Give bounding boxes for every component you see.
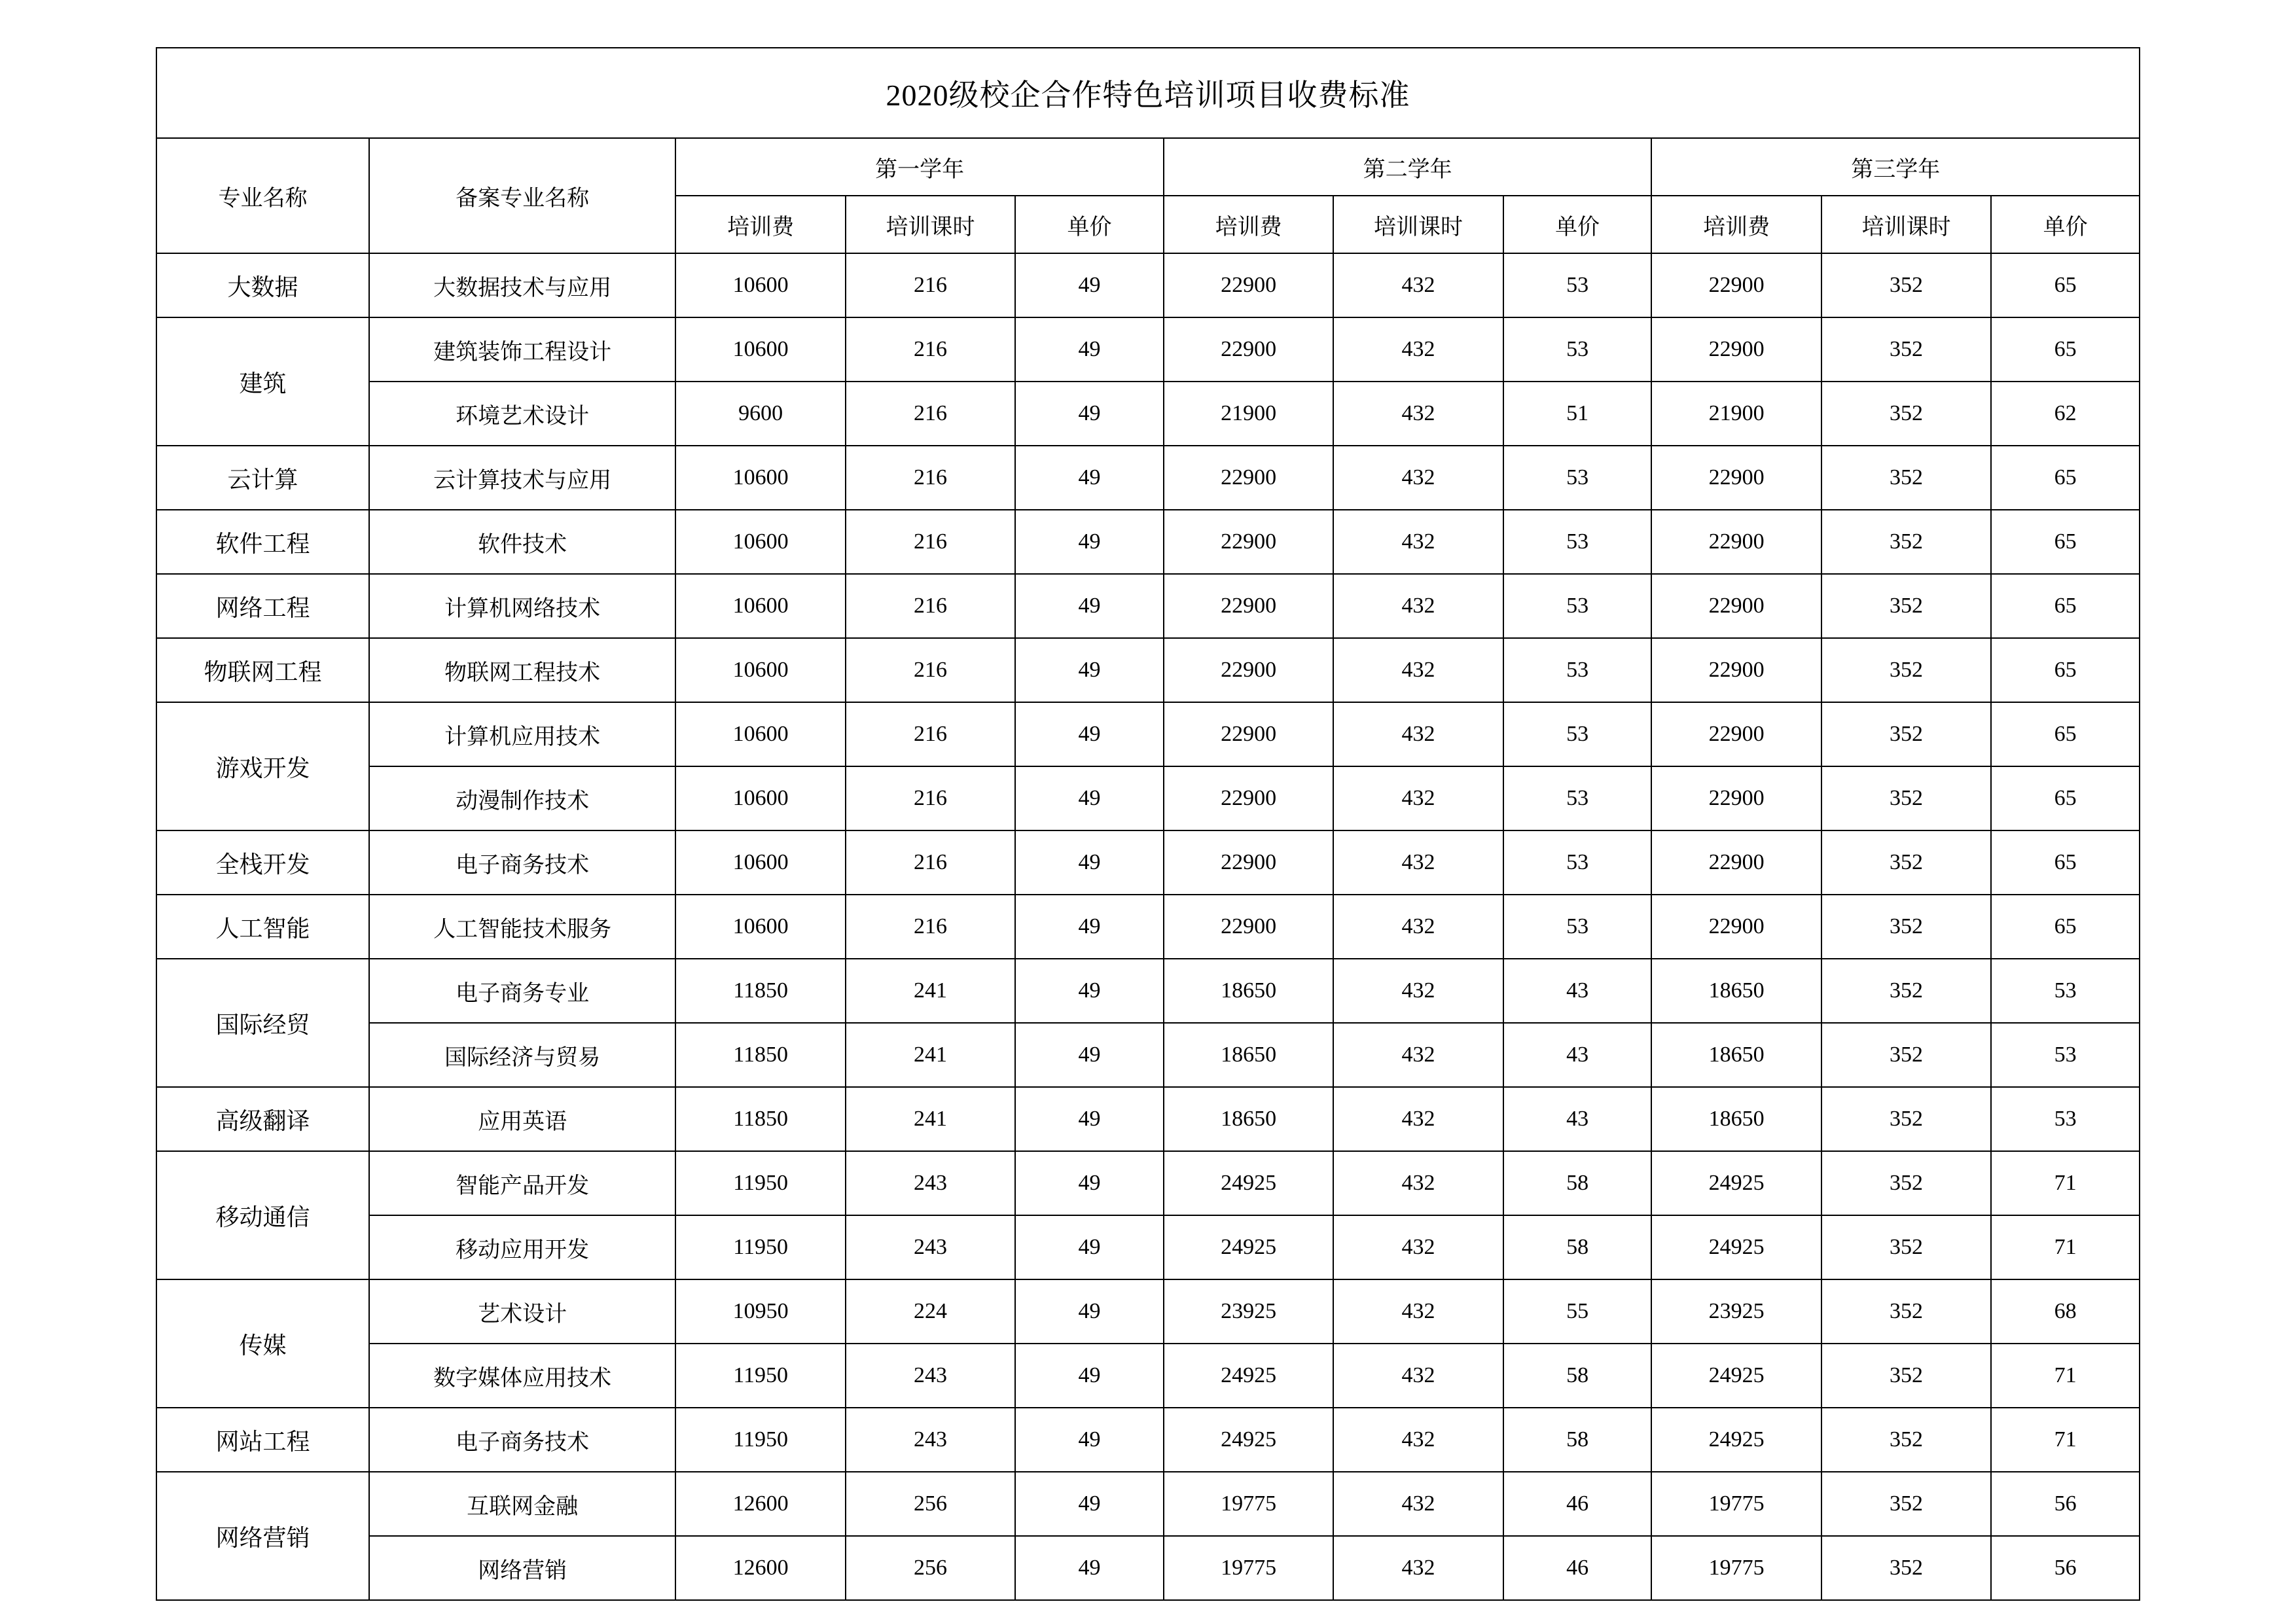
cell-y3-unit-price: 56 (1991, 1536, 2140, 1600)
table-row (156, 1151, 2140, 1215)
cell-y1-unit-price: 49 (1015, 702, 1164, 766)
cell-y1-training-fee: 11850 (675, 959, 845, 1023)
table-row (156, 1087, 2140, 1151)
cell-y2-training-hours: 432 (1333, 1087, 1503, 1151)
cell-y3-training-hours: 352 (1821, 382, 1991, 446)
cell-record-major-name: 环境艺术设计 (369, 382, 675, 446)
cell-y3-unit-price: 71 (1991, 1215, 2140, 1279)
cell-y2-training-hours: 432 (1333, 1344, 1503, 1408)
header-y1-training-fee: 培训费 (675, 196, 845, 253)
header-year-3: 第三学年 (1651, 138, 2140, 196)
cell-major-name: 建筑 (156, 317, 369, 446)
table-row (156, 1408, 2140, 1472)
cell-y1-training-hours: 216 (846, 382, 1015, 446)
cell-y1-unit-price: 49 (1015, 317, 1164, 382)
cell-y2-training-fee: 22900 (1164, 574, 1333, 638)
cell-y3-training-hours: 352 (1821, 702, 1991, 766)
cell-record-major-name: 数字媒体应用技术 (369, 1344, 675, 1408)
cell-y1-training-fee: 10600 (675, 766, 845, 830)
cell-y2-unit-price: 43 (1503, 959, 1652, 1023)
table-row (156, 1023, 2140, 1087)
cell-y2-training-fee: 22900 (1164, 446, 1333, 510)
cell-y2-training-fee: 18650 (1164, 1023, 1333, 1087)
cell-record-major-name: 建筑装饰工程设计 (369, 317, 675, 382)
cell-major-name: 网络工程 (156, 574, 369, 638)
cell-record-major-name: 计算机网络技术 (369, 574, 675, 638)
cell-y1-training-hours: 216 (846, 766, 1015, 830)
cell-y3-training-fee: 18650 (1651, 1087, 1821, 1151)
cell-y1-training-fee: 10600 (675, 830, 845, 895)
cell-y3-unit-price: 71 (1991, 1408, 2140, 1472)
cell-y1-training-hours: 224 (846, 1279, 1015, 1344)
table-row (156, 638, 2140, 702)
cell-y1-training-fee: 12600 (675, 1472, 845, 1536)
cell-y3-training-fee: 22900 (1651, 895, 1821, 959)
cell-y3-unit-price: 71 (1991, 1344, 2140, 1408)
table-row (156, 446, 2140, 510)
header-year-2: 第二学年 (1164, 138, 1652, 196)
cell-y3-training-hours: 352 (1821, 1023, 1991, 1087)
cell-y3-training-fee: 22900 (1651, 766, 1821, 830)
cell-y1-unit-price: 49 (1015, 574, 1164, 638)
cell-y3-training-fee: 22900 (1651, 702, 1821, 766)
cell-y1-training-hours: 241 (846, 1087, 1015, 1151)
cell-record-major-name: 移动应用开发 (369, 1215, 675, 1279)
cell-y1-unit-price: 49 (1015, 1023, 1164, 1087)
cell-y2-unit-price: 53 (1503, 702, 1652, 766)
cell-record-major-name: 艺术设计 (369, 1279, 675, 1344)
cell-y2-training-hours: 432 (1333, 253, 1503, 317)
cell-y1-unit-price: 49 (1015, 895, 1164, 959)
cell-y3-training-hours: 352 (1821, 1279, 1991, 1344)
cell-y3-training-fee: 24925 (1651, 1151, 1821, 1215)
cell-y2-training-hours: 432 (1333, 702, 1503, 766)
cell-major-name: 网站工程 (156, 1408, 369, 1472)
cell-y3-training-hours: 352 (1821, 1215, 1991, 1279)
cell-y2-training-fee: 19775 (1164, 1472, 1333, 1536)
header-year-1: 第一学年 (675, 138, 1164, 196)
cell-y1-unit-price: 49 (1015, 382, 1164, 446)
cell-y1-training-hours: 241 (846, 1023, 1015, 1087)
cell-y3-training-hours: 352 (1821, 1344, 1991, 1408)
fee-standard-table (156, 47, 2140, 1601)
cell-y3-training-hours: 352 (1821, 1151, 1991, 1215)
cell-y1-unit-price: 49 (1015, 638, 1164, 702)
cell-y3-unit-price: 71 (1991, 1151, 2140, 1215)
cell-y3-training-fee: 19775 (1651, 1536, 1821, 1600)
cell-y1-training-fee: 11850 (675, 1023, 845, 1087)
cell-record-major-name: 电子商务专业 (369, 959, 675, 1023)
cell-y3-training-fee: 24925 (1651, 1215, 1821, 1279)
cell-y2-training-hours: 432 (1333, 766, 1503, 830)
cell-y2-training-fee: 18650 (1164, 959, 1333, 1023)
table-row (156, 1536, 2140, 1600)
cell-y2-training-hours: 432 (1333, 1151, 1503, 1215)
table-row (156, 317, 2140, 382)
cell-y2-training-hours: 432 (1333, 446, 1503, 510)
cell-y3-training-hours: 352 (1821, 317, 1991, 382)
cell-y2-unit-price: 58 (1503, 1215, 1652, 1279)
cell-y3-unit-price: 65 (1991, 638, 2140, 702)
cell-y1-training-hours: 243 (846, 1344, 1015, 1408)
cell-y1-training-fee: 10600 (675, 510, 845, 574)
cell-major-name: 物联网工程 (156, 638, 369, 702)
cell-y3-training-fee: 24925 (1651, 1408, 1821, 1472)
cell-y1-training-hours: 216 (846, 702, 1015, 766)
header-major-name: 专业名称 (156, 138, 369, 253)
cell-y1-unit-price: 49 (1015, 766, 1164, 830)
fee-table-container (156, 47, 2140, 1601)
cell-y3-training-hours: 352 (1821, 574, 1991, 638)
cell-y2-training-fee: 24925 (1164, 1344, 1333, 1408)
cell-y1-training-hours: 243 (846, 1408, 1015, 1472)
cell-y3-training-fee: 22900 (1651, 317, 1821, 382)
cell-y1-training-hours: 216 (846, 638, 1015, 702)
header-y2-unit-price: 单价 (1503, 196, 1652, 253)
cell-major-name: 移动通信 (156, 1151, 369, 1279)
cell-y3-unit-price: 65 (1991, 895, 2140, 959)
cell-y2-unit-price: 53 (1503, 446, 1652, 510)
cell-record-major-name: 大数据技术与应用 (369, 253, 675, 317)
cell-y2-training-hours: 432 (1333, 1536, 1503, 1600)
cell-major-name: 云计算 (156, 446, 369, 510)
header-y2-training-fee: 培训费 (1164, 196, 1333, 253)
cell-major-name: 人工智能 (156, 895, 369, 959)
table-row (156, 382, 2140, 446)
cell-y3-training-hours: 352 (1821, 510, 1991, 574)
cell-y1-unit-price: 49 (1015, 253, 1164, 317)
table-row (156, 766, 2140, 830)
cell-y2-training-fee: 22900 (1164, 638, 1333, 702)
cell-y3-training-hours: 352 (1821, 1472, 1991, 1536)
cell-y1-training-fee: 12600 (675, 1536, 845, 1600)
cell-y2-unit-price: 46 (1503, 1472, 1652, 1536)
cell-major-name: 高级翻译 (156, 1087, 369, 1151)
cell-y3-unit-price: 65 (1991, 766, 2140, 830)
cell-y3-unit-price: 53 (1991, 1023, 2140, 1087)
cell-y2-training-fee: 18650 (1164, 1087, 1333, 1151)
cell-y3-unit-price: 65 (1991, 510, 2140, 574)
cell-record-major-name: 电子商务技术 (369, 830, 675, 895)
cell-y3-unit-price: 53 (1991, 1087, 2140, 1151)
cell-y2-training-hours: 432 (1333, 1472, 1503, 1536)
cell-record-major-name: 应用英语 (369, 1087, 675, 1151)
cell-record-major-name: 云计算技术与应用 (369, 446, 675, 510)
cell-y3-training-fee: 18650 (1651, 1023, 1821, 1087)
cell-y3-training-hours: 352 (1821, 830, 1991, 895)
cell-y1-unit-price: 49 (1015, 830, 1164, 895)
cell-y3-unit-price: 65 (1991, 446, 2140, 510)
cell-y1-training-fee: 10600 (675, 638, 845, 702)
cell-y2-training-hours: 432 (1333, 510, 1503, 574)
cell-y1-training-fee: 11950 (675, 1151, 845, 1215)
cell-y2-unit-price: 43 (1503, 1087, 1652, 1151)
cell-y1-unit-price: 49 (1015, 1472, 1164, 1536)
cell-y3-training-hours: 352 (1821, 1536, 1991, 1600)
cell-y1-unit-price: 49 (1015, 1279, 1164, 1344)
cell-y3-training-hours: 352 (1821, 1087, 1991, 1151)
cell-y3-training-hours: 352 (1821, 766, 1991, 830)
cell-y1-training-hours: 216 (846, 510, 1015, 574)
cell-record-major-name: 智能产品开发 (369, 1151, 675, 1215)
cell-y2-training-hours: 432 (1333, 574, 1503, 638)
cell-y3-training-hours: 352 (1821, 253, 1991, 317)
cell-y1-training-fee: 10600 (675, 574, 845, 638)
cell-y2-unit-price: 58 (1503, 1151, 1652, 1215)
cell-y3-unit-price: 56 (1991, 1472, 2140, 1536)
header-y3-training-hours: 培训课时 (1821, 196, 1991, 253)
cell-y1-training-fee: 9600 (675, 382, 845, 446)
cell-y3-unit-price: 65 (1991, 702, 2140, 766)
cell-major-name: 全栈开发 (156, 830, 369, 895)
cell-record-major-name: 计算机应用技术 (369, 702, 675, 766)
header-y3-training-fee: 培训费 (1651, 196, 1821, 253)
cell-y1-training-hours: 243 (846, 1151, 1015, 1215)
cell-y3-training-hours: 352 (1821, 959, 1991, 1023)
header-y3-unit-price: 单价 (1991, 196, 2140, 253)
cell-y3-training-fee: 22900 (1651, 574, 1821, 638)
cell-y2-training-hours: 432 (1333, 638, 1503, 702)
cell-y3-training-fee: 24925 (1651, 1344, 1821, 1408)
cell-y2-training-hours: 432 (1333, 1279, 1503, 1344)
cell-y2-training-hours: 432 (1333, 959, 1503, 1023)
cell-y1-training-hours: 256 (846, 1472, 1015, 1536)
cell-y3-training-hours: 352 (1821, 446, 1991, 510)
cell-major-name: 软件工程 (156, 510, 369, 574)
cell-record-major-name: 动漫制作技术 (369, 766, 675, 830)
cell-y2-training-fee: 22900 (1164, 702, 1333, 766)
table-row (156, 1472, 2140, 1536)
cell-y3-training-fee: 22900 (1651, 446, 1821, 510)
cell-y1-training-fee: 10600 (675, 317, 845, 382)
cell-major-name: 网络营销 (156, 1472, 369, 1600)
cell-y2-unit-price: 43 (1503, 1023, 1652, 1087)
cell-major-name: 大数据 (156, 253, 369, 317)
cell-major-name: 游戏开发 (156, 702, 369, 830)
cell-record-major-name: 软件技术 (369, 510, 675, 574)
cell-y2-training-hours: 432 (1333, 1408, 1503, 1472)
cell-record-major-name: 电子商务技术 (369, 1408, 675, 1472)
cell-y3-unit-price: 65 (1991, 253, 2140, 317)
cell-y1-training-fee: 11950 (675, 1408, 845, 1472)
cell-y2-training-hours: 432 (1333, 1023, 1503, 1087)
cell-y3-training-fee: 18650 (1651, 959, 1821, 1023)
cell-y3-training-fee: 22900 (1651, 830, 1821, 895)
cell-y1-training-hours: 256 (846, 1536, 1015, 1600)
cell-y2-training-fee: 24925 (1164, 1151, 1333, 1215)
cell-y2-training-fee: 19775 (1164, 1536, 1333, 1600)
cell-y3-training-fee: 23925 (1651, 1279, 1821, 1344)
cell-y1-training-hours: 241 (846, 959, 1015, 1023)
cell-y2-training-fee: 22900 (1164, 766, 1333, 830)
table-row (156, 959, 2140, 1023)
header-record-major-name: 备案专业名称 (369, 138, 675, 253)
cell-record-major-name: 人工智能技术服务 (369, 895, 675, 959)
cell-y1-unit-price: 49 (1015, 1408, 1164, 1472)
cell-y2-training-hours: 432 (1333, 1215, 1503, 1279)
cell-y1-training-fee: 11850 (675, 1087, 845, 1151)
cell-y1-training-fee: 10600 (675, 702, 845, 766)
cell-y3-unit-price: 68 (1991, 1279, 2140, 1344)
cell-y2-training-hours: 432 (1333, 830, 1503, 895)
cell-y3-training-hours: 352 (1821, 638, 1991, 702)
page-title: 2020级校企合作特色培训项目收费标准 (156, 48, 2140, 138)
cell-y2-training-fee: 22900 (1164, 510, 1333, 574)
cell-y2-training-fee: 22900 (1164, 253, 1333, 317)
cell-y2-training-hours: 432 (1333, 895, 1503, 959)
cell-y2-unit-price: 55 (1503, 1279, 1652, 1344)
cell-y3-training-fee: 22900 (1651, 638, 1821, 702)
cell-y3-unit-price: 65 (1991, 574, 2140, 638)
table-title-row (156, 48, 2140, 138)
cell-y2-training-fee: 22900 (1164, 830, 1333, 895)
cell-y3-training-hours: 352 (1821, 895, 1991, 959)
cell-y3-training-fee: 21900 (1651, 382, 1821, 446)
cell-y2-training-fee: 24925 (1164, 1215, 1333, 1279)
cell-y3-training-fee: 22900 (1651, 253, 1821, 317)
cell-y1-unit-price: 49 (1015, 510, 1164, 574)
cell-major-name: 传媒 (156, 1279, 369, 1408)
cell-y2-training-fee: 21900 (1164, 382, 1333, 446)
cell-y1-training-hours: 216 (846, 446, 1015, 510)
cell-record-major-name: 物联网工程技术 (369, 638, 675, 702)
table-row (156, 253, 2140, 317)
cell-y2-training-fee: 22900 (1164, 317, 1333, 382)
cell-y3-unit-price: 65 (1991, 317, 2140, 382)
cell-y1-training-fee: 10600 (675, 895, 845, 959)
cell-y2-unit-price: 53 (1503, 574, 1652, 638)
cell-y3-training-hours: 352 (1821, 1408, 1991, 1472)
table-row (156, 574, 2140, 638)
cell-major-name: 国际经贸 (156, 959, 369, 1087)
cell-y1-training-fee: 10600 (675, 446, 845, 510)
cell-y3-unit-price: 53 (1991, 959, 2140, 1023)
cell-y1-unit-price: 49 (1015, 1087, 1164, 1151)
cell-y1-unit-price: 49 (1015, 446, 1164, 510)
table-row (156, 1215, 2140, 1279)
cell-y3-training-fee: 22900 (1651, 510, 1821, 574)
cell-record-major-name: 互联网金融 (369, 1472, 675, 1536)
cell-y2-unit-price: 58 (1503, 1408, 1652, 1472)
cell-y1-training-hours: 216 (846, 895, 1015, 959)
table-row (156, 895, 2140, 959)
cell-y1-training-hours: 216 (846, 317, 1015, 382)
table-row (156, 510, 2140, 574)
cell-y2-unit-price: 53 (1503, 510, 1652, 574)
header-y1-training-hours: 培训课时 (846, 196, 1015, 253)
table-row (156, 702, 2140, 766)
table-row (156, 1344, 2140, 1408)
cell-y1-training-hours: 216 (846, 830, 1015, 895)
cell-y2-unit-price: 53 (1503, 766, 1652, 830)
cell-y2-training-fee: 22900 (1164, 895, 1333, 959)
cell-y3-unit-price: 62 (1991, 382, 2140, 446)
cell-y1-training-fee: 10600 (675, 253, 845, 317)
cell-y2-unit-price: 53 (1503, 895, 1652, 959)
cell-y1-training-hours: 216 (846, 574, 1015, 638)
cell-y2-training-hours: 432 (1333, 317, 1503, 382)
cell-record-major-name: 网络营销 (369, 1536, 675, 1600)
table-row (156, 830, 2140, 895)
cell-y1-training-hours: 243 (846, 1215, 1015, 1279)
cell-y2-training-hours: 432 (1333, 382, 1503, 446)
cell-y2-unit-price: 53 (1503, 638, 1652, 702)
cell-y1-unit-price: 49 (1015, 959, 1164, 1023)
cell-record-major-name: 国际经济与贸易 (369, 1023, 675, 1087)
cell-y1-training-fee: 10950 (675, 1279, 845, 1344)
cell-y3-unit-price: 65 (1991, 830, 2140, 895)
cell-y1-unit-price: 49 (1015, 1344, 1164, 1408)
table-header-row-years (156, 138, 2140, 196)
header-y2-training-hours: 培训课时 (1333, 196, 1503, 253)
cell-y2-unit-price: 46 (1503, 1536, 1652, 1600)
cell-y2-unit-price: 53 (1503, 253, 1652, 317)
cell-y1-training-fee: 11950 (675, 1344, 845, 1408)
cell-y1-unit-price: 49 (1015, 1536, 1164, 1600)
cell-y3-training-fee: 19775 (1651, 1472, 1821, 1536)
cell-y1-training-fee: 11950 (675, 1215, 845, 1279)
cell-y1-unit-price: 49 (1015, 1151, 1164, 1215)
cell-y1-unit-price: 49 (1015, 1215, 1164, 1279)
cell-y2-unit-price: 58 (1503, 1344, 1652, 1408)
cell-y2-training-fee: 24925 (1164, 1408, 1333, 1472)
cell-y2-unit-price: 53 (1503, 830, 1652, 895)
table-row (156, 1279, 2140, 1344)
cell-y2-unit-price: 51 (1503, 382, 1652, 446)
cell-y2-unit-price: 53 (1503, 317, 1652, 382)
cell-y1-training-hours: 216 (846, 253, 1015, 317)
header-y1-unit-price: 单价 (1015, 196, 1164, 253)
cell-y2-training-fee: 23925 (1164, 1279, 1333, 1344)
